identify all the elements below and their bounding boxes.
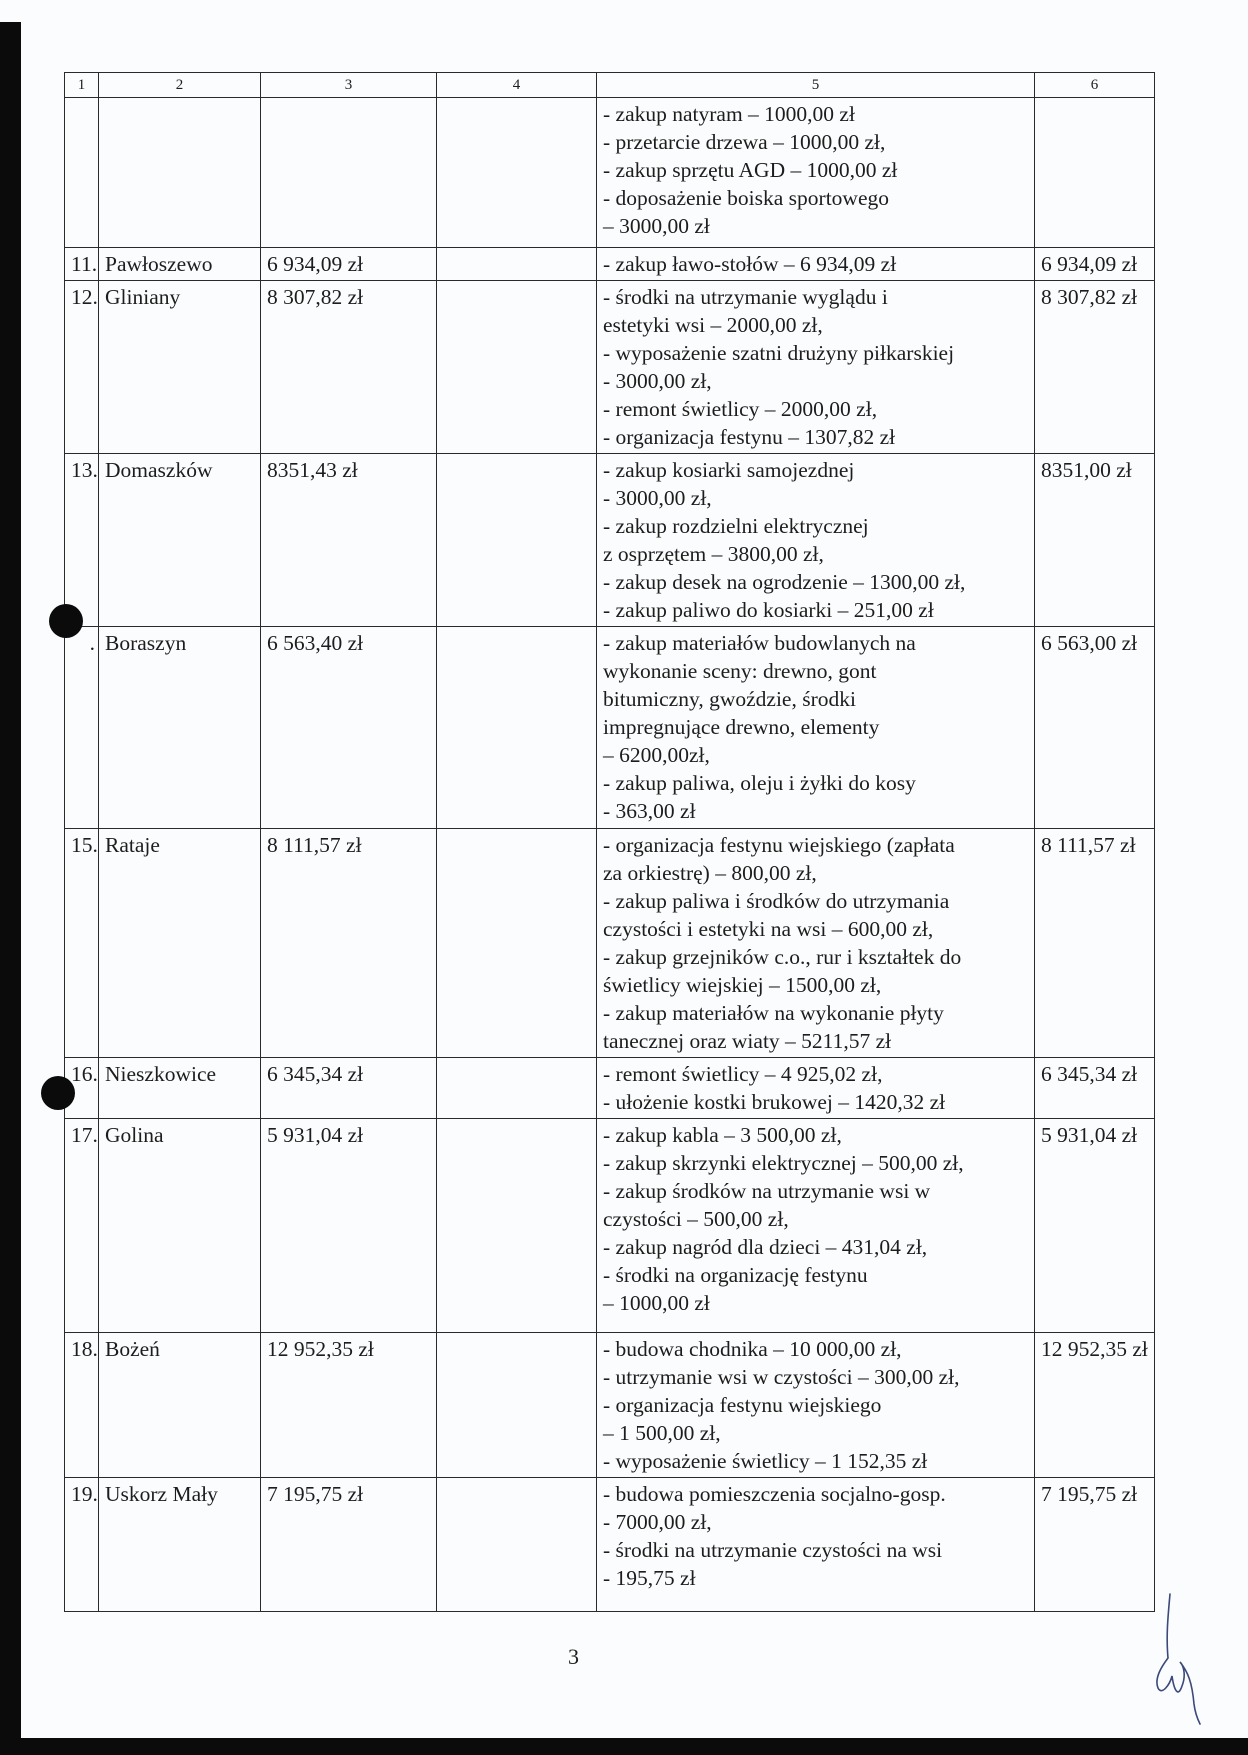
village-name: Bożeń	[99, 1333, 261, 1478]
page-number: 3	[568, 1644, 579, 1669]
expense-list	[597, 829, 1035, 1058]
allocated-amount: 8351,43 zł	[261, 454, 437, 627]
empty-cell	[437, 829, 597, 1058]
village-row	[65, 1119, 1155, 1333]
expense-item: - zakup desek na ogrodzenie – 1300,00 zł,	[603, 570, 966, 594]
expense-item: estetyki wsi – 2000,00 zł,	[603, 313, 823, 337]
village-row	[65, 281, 1155, 454]
expense-item: - zakup środków na utrzymanie wsi w	[603, 1179, 931, 1203]
village-row	[65, 1333, 1155, 1478]
empty-cell	[437, 1058, 597, 1119]
empty-cell	[437, 248, 597, 281]
expense-list	[597, 248, 1035, 281]
allocated-amount: 8 111,57 zł	[261, 829, 437, 1058]
expense-item: - zakup paliwo do kosiarki – 251,00 zł	[603, 598, 934, 622]
expense-item: - zakup materiałów na wykonanie płyty	[603, 1001, 944, 1025]
expense-item: - zakup grzejników c.o., rur i kształtek do	[603, 945, 962, 969]
village-row	[65, 829, 1155, 1058]
expense-item: - 195,75 zł	[603, 1566, 696, 1590]
column-number: 1	[65, 73, 99, 98]
expense-item: - zakup ławo-stołów – 6 934,09 zł	[603, 252, 897, 276]
expense-item: - środki na utrzymanie czystości na wsi	[603, 1538, 943, 1562]
expense-item: czystości – 500,00 zł,	[603, 1207, 789, 1231]
expense-item: za orkiestrę) – 800,00 zł,	[603, 861, 817, 885]
expense-item: - zakup paliwa, oleju i żyłki do kosy	[603, 771, 916, 795]
expense-item: - zakup sprzętu AGD – 1000,00 zł	[603, 158, 898, 182]
row-number: 17.	[65, 1119, 99, 1333]
expense-item: - budowa pomieszczenia socjalno-gosp.	[603, 1482, 946, 1506]
expense-item: bitumiczny, gwoździe, środki	[603, 687, 856, 711]
spent-amount: 8351,00 zł	[1035, 454, 1155, 627]
expense-item: – 1000,00 zł	[603, 1291, 710, 1315]
column-number: 3	[261, 73, 437, 98]
expense-item: tanecznej oraz wiaty – 5211,57 zł	[603, 1029, 892, 1053]
village-name: Gliniany	[99, 281, 261, 454]
village-row	[65, 1478, 1155, 1612]
spent-amount: 6 934,09 zł	[1035, 248, 1155, 281]
scan-edge-bottom	[0, 1738, 1248, 1755]
spent-amount: 7 195,75 zł	[1035, 1478, 1155, 1612]
row-number: 12.	[65, 281, 99, 454]
expense-item: - zakup materiałów budowlanych na	[603, 631, 916, 655]
expense-item: - organizacja festynu wiejskiego	[603, 1393, 882, 1417]
village-name: Boraszyn	[99, 627, 261, 829]
expense-list	[597, 98, 1035, 248]
expense-item: z osprzętem – 3800,00 zł,	[603, 542, 824, 566]
empty-cell	[437, 1333, 597, 1478]
expense-item: - 363,00 zł	[603, 799, 696, 823]
spent-amount: 6 345,34 zł	[1035, 1058, 1155, 1119]
expense-item: - remont świetlicy – 4 925,02 zł,	[603, 1062, 883, 1086]
expense-list	[597, 1119, 1035, 1333]
village-name: Uskorz Mały	[99, 1478, 261, 1612]
spent-amount: 8 307,82 zł	[1035, 281, 1155, 454]
expense-item: - zakup natyram – 1000,00 zł	[603, 102, 855, 126]
expense-item: - 3000,00 zł,	[603, 486, 712, 510]
allocated-amount: 8 307,82 zł	[261, 281, 437, 454]
empty-cell	[437, 1478, 597, 1612]
expense-item: - doposażenie boiska sportowego	[603, 186, 889, 210]
empty-cell	[437, 281, 597, 454]
village-row	[65, 627, 1155, 829]
expense-item: - 3000,00 zł,	[603, 369, 712, 393]
expense-item: - utrzymanie wsi w czystości – 300,00 zł,	[603, 1365, 960, 1389]
expense-item: - remont świetlicy – 2000,00 zł,	[603, 397, 878, 421]
punch-hole	[49, 604, 83, 638]
column-number: 6	[1035, 73, 1155, 98]
expense-item: - organizacja festynu wiejskiego (zapłata	[603, 833, 955, 857]
spent-amount: 12 952,35 zł	[1035, 1333, 1155, 1478]
expense-item: – 3000,00 zł	[603, 214, 710, 238]
expense-list	[597, 1478, 1035, 1612]
village-name: Golina	[99, 1119, 261, 1333]
expense-item: - zakup skrzynki elektrycznej – 500,00 zł,	[603, 1151, 964, 1175]
expense-item: - przetarcie drzewa – 1000,00 zł,	[603, 130, 886, 154]
column-number: 5	[597, 73, 1035, 98]
expense-list	[597, 281, 1035, 454]
expense-item: - wyposażenie świetlicy – 1 152,35 zł	[603, 1449, 928, 1473]
expense-item: - ułożenie kostki brukowej – 1420,32 zł	[603, 1090, 946, 1114]
expense-item: - zakup paliwa i środków do utrzymania	[603, 889, 950, 913]
expense-item: - 7000,00 zł,	[603, 1510, 712, 1534]
expense-list	[597, 627, 1035, 829]
row-number: 15.	[65, 829, 99, 1058]
column-number-row	[65, 73, 1155, 98]
spent-amount: 6 563,00 zł	[1035, 627, 1155, 829]
row-number: 16.	[65, 1058, 99, 1119]
empty-cell	[437, 1119, 597, 1333]
expense-item: świetlicy wiejskiej – 1500,00 zł,	[603, 973, 882, 997]
village-name: Rataje	[99, 829, 261, 1058]
allocated-amount: 12 952,35 zł	[261, 1333, 437, 1478]
empty-cell	[437, 627, 597, 829]
allocated-amount: 6 345,34 zł	[261, 1058, 437, 1119]
column-number: 2	[99, 73, 261, 98]
row-number: 19.	[65, 1478, 99, 1612]
village-name: Nieszkowice	[99, 1058, 261, 1119]
village-row	[65, 454, 1155, 627]
spent-amount: 8 111,57 zł	[1035, 829, 1155, 1058]
expense-item: - zakup kosiarki samojezdnej	[603, 458, 855, 482]
continuation-row	[65, 98, 1155, 248]
village-name: Domaszków	[99, 454, 261, 627]
expense-item: - zakup nagród dla dzieci – 431,04 zł,	[603, 1235, 928, 1259]
signature-mark	[1148, 1586, 1208, 1726]
scan-edge-left	[0, 22, 21, 1755]
allocated-amount: 5 931,04 zł	[261, 1119, 437, 1333]
row-number: .	[65, 627, 99, 829]
row-number: 11.	[65, 248, 99, 281]
expense-item: - budowa chodnika – 10 000,00 zł,	[603, 1337, 902, 1361]
spent-amount: 5 931,04 zł	[1035, 1119, 1155, 1333]
punch-hole	[41, 1076, 75, 1110]
village-row	[65, 248, 1155, 281]
village-name: Pawłoszewo	[99, 248, 261, 281]
expense-item: impregnujące drewno, elementy	[603, 715, 880, 739]
expense-item: - zakup kabla – 3 500,00 zł,	[603, 1123, 842, 1147]
expense-list	[597, 454, 1035, 627]
row-number: 18.	[65, 1333, 99, 1478]
allocated-amount: 7 195,75 zł	[261, 1478, 437, 1612]
village-rows	[65, 248, 1155, 1612]
village-row	[65, 1058, 1155, 1119]
expense-item: – 6200,00zł,	[603, 743, 710, 767]
column-number: 4	[437, 73, 597, 98]
expense-item: – 1 500,00 zł,	[603, 1421, 721, 1445]
allocated-amount: 6 563,40 zł	[261, 627, 437, 829]
expense-item: - zakup rozdzielni elektrycznej	[603, 514, 869, 538]
row-number: 13.	[65, 454, 99, 627]
expense-list	[597, 1333, 1035, 1478]
allocation-table	[64, 72, 1155, 1612]
expense-item: wykonanie sceny: drewno, gont	[603, 659, 877, 683]
expense-item: - środki na utrzymanie wyglądu i	[603, 285, 888, 309]
expense-item: - organizacja festynu – 1307,82 zł	[603, 425, 896, 449]
expense-item: czystości i estetyki na wsi – 600,00 zł,	[603, 917, 934, 941]
empty-cell	[437, 454, 597, 627]
expense-list	[597, 1058, 1035, 1119]
allocated-amount: 6 934,09 zł	[261, 248, 437, 281]
expense-item: - środki na organizację festynu	[603, 1263, 868, 1287]
expense-item: - wyposażenie szatni drużyny piłkarskiej	[603, 341, 955, 365]
